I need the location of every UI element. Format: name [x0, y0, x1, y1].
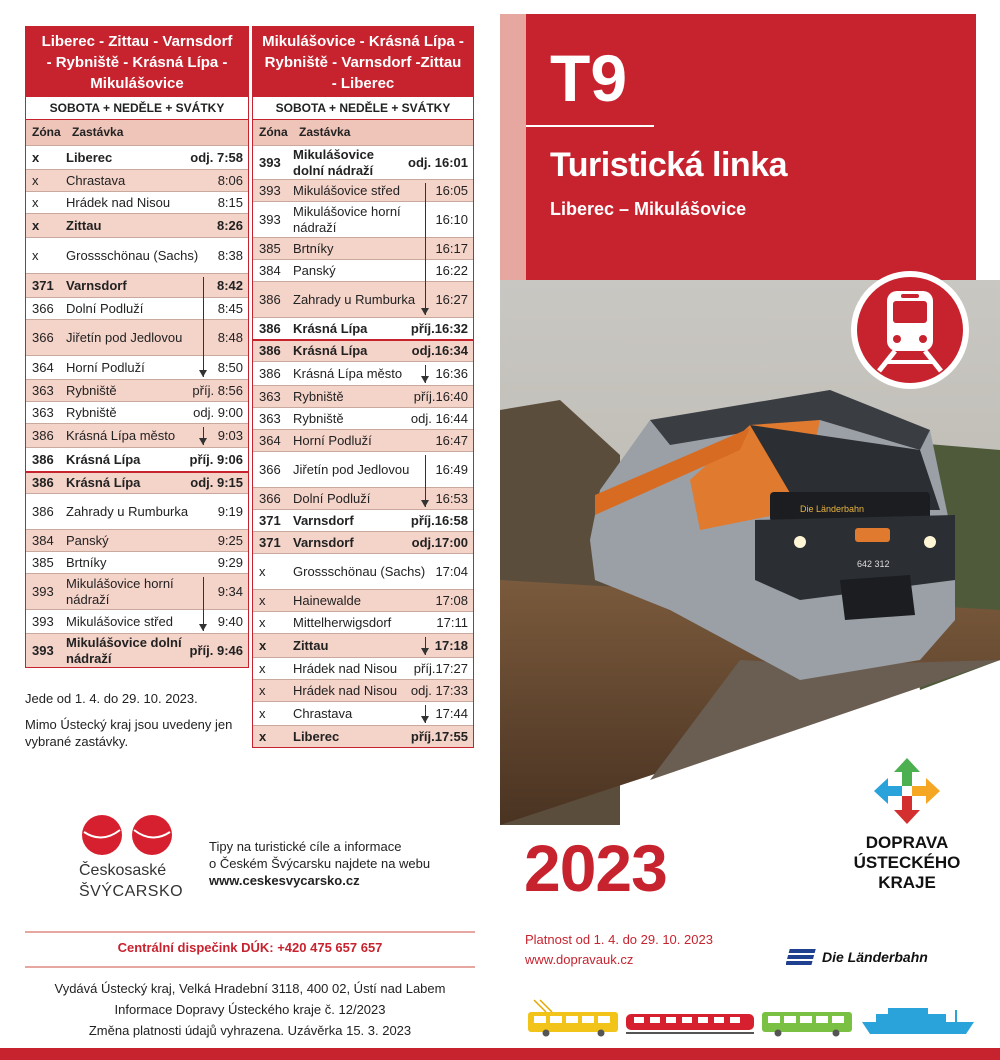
zone-cell: 386 [32, 451, 54, 467]
table-row [253, 701, 473, 725]
zone-cell: 393 [32, 642, 54, 658]
zone-cell: x [259, 682, 266, 698]
zone-cell: 364 [32, 359, 54, 375]
continuation-arrow-icon [203, 577, 204, 631]
time-cell: příj.16:40 [413, 388, 468, 404]
zone-cell: 364 [259, 432, 281, 448]
stop-cell: Brtníky [293, 240, 334, 256]
time-cell: 8:48 [217, 329, 243, 345]
table-row [253, 407, 473, 429]
validity-note: Jede od 1. 4. do 29. 10. 2023. [25, 691, 198, 706]
continuation-arrow-icon [203, 427, 204, 445]
time-cell: 16:36 [435, 365, 468, 381]
region-note: Mimo Ústecký kraj jsou uvedeny jen vybrané zastávky. [25, 717, 233, 749]
table-row [253, 385, 473, 407]
time-cell: 9:29 [217, 554, 243, 570]
zone-cell: 393 [259, 211, 281, 227]
stop-cell: Rybniště [293, 388, 344, 404]
stop-cell: Mikulášovice horní nádraží [66, 575, 174, 607]
table-row [26, 423, 248, 447]
time-cell: 16:05 [435, 182, 468, 198]
ferry-icon [862, 1008, 974, 1034]
laenderbahn-logo: Die Länderbahn [786, 948, 928, 966]
table-row [26, 191, 248, 213]
continuation-arrow-icon [425, 455, 426, 507]
time-cell: odj. 9:15 [190, 475, 243, 490]
zone-cell: 371 [259, 534, 281, 550]
days-label: SOBOTA + NEDĚLE + SVÁTKY [26, 97, 248, 120]
stop-cell: Dolní Podluží [293, 490, 371, 506]
zone-cell: 393 [32, 583, 54, 599]
time-cell: 16:27 [435, 291, 468, 307]
stop-cell: Horní Podluží [293, 432, 372, 448]
line-number: T9 [550, 41, 628, 115]
stop-cell: Grossschönau (Sachs) [66, 247, 199, 263]
divider [25, 966, 475, 968]
table-row [26, 573, 248, 609]
table-row [26, 355, 248, 379]
table-row [26, 609, 248, 633]
zone-cell: x [32, 217, 40, 233]
table-row [26, 379, 248, 401]
table-row [26, 145, 248, 169]
time-cell: 8:45 [217, 300, 243, 316]
zone-cell: 363 [32, 382, 54, 398]
stop-cell: Liberec [293, 728, 340, 744]
timetable-return [252, 26, 474, 748]
train-icon [849, 269, 971, 391]
time-cell: příj. 9:06 [189, 451, 243, 467]
time-cell: 9:34 [217, 583, 243, 599]
stop-cell: Hrádek nad Nisou [293, 660, 398, 676]
zone-cell: 385 [259, 240, 281, 256]
table-row [253, 553, 473, 589]
time-cell: 17:18 [434, 637, 468, 653]
time-cell: odj.16:34 [411, 343, 468, 358]
time-cell: příj. 9:46 [189, 642, 243, 658]
table-row [253, 679, 473, 701]
time-cell: 16:49 [435, 461, 468, 477]
table-row [253, 237, 473, 259]
stop-cell: Horní Podluží [66, 359, 145, 375]
zone-cell: x [259, 614, 266, 630]
zone-cell: 386 [32, 427, 54, 443]
zone-cell: 385 [32, 554, 54, 570]
cs-website-link[interactable]: www.ceskesvycarsko.cz [209, 873, 360, 888]
time-cell: 17:08 [435, 592, 468, 608]
table-row [253, 589, 473, 611]
timetable-outbound [25, 26, 249, 668]
time-cell: 9:19 [217, 503, 243, 519]
time-cell: 17:44 [435, 705, 468, 721]
table-row [253, 145, 473, 179]
stop-cell: Mikulášovice dolní nádraží [293, 146, 374, 178]
zone-cell: 366 [32, 300, 54, 316]
stop-cell: Dolní Podluží [66, 300, 144, 316]
duk-logo-icon [872, 756, 942, 826]
table-row [26, 237, 248, 273]
table-row [253, 725, 473, 747]
table-row [26, 493, 248, 529]
time-cell: odj. 9:00 [193, 404, 243, 420]
stop-cell: Panský [66, 532, 109, 548]
zone-cell: 386 [259, 320, 281, 336]
zone-cell: 393 [32, 613, 54, 629]
table-row [253, 633, 473, 657]
cover-title: Turistická linka [550, 146, 788, 184]
stop-cell: Hrádek nad Nisou [293, 682, 398, 698]
zone-cell: x [259, 563, 266, 579]
zone-cell: x [32, 149, 40, 165]
stop-cell: Panský [293, 262, 336, 278]
zone-cell: x [259, 705, 266, 721]
timetable-outbound-header: Liberec - Zittau - Varnsdorf - Rybniště - Krásná Lípa - Mikulášovice [26, 27, 248, 97]
table-row [253, 317, 473, 339]
stop-cell: Hainewalde [293, 592, 361, 608]
timetable-return-header: Mikulášovice - Krásná Lípa - Rybniště - Varnsdorf -Zittau - Liberec [253, 27, 473, 97]
stop-cell: Zittau [293, 637, 329, 653]
zone-cell: 363 [32, 404, 54, 420]
bottom-bar [0, 1048, 1000, 1060]
time-cell: příj.16:58 [410, 512, 468, 528]
stop-cell: Liberec [66, 149, 113, 165]
zone-cell: 366 [259, 490, 281, 506]
zone-cell: 384 [259, 262, 281, 278]
zone-cell: x [259, 592, 266, 608]
zone-cell: 393 [259, 154, 281, 170]
time-cell: příj.17:55 [410, 728, 468, 744]
continuation-arrow-icon [203, 277, 204, 377]
dispatch-phone: Centrální dispečink DÚK: +420 475 657 657 [117, 940, 383, 955]
table-row [253, 531, 473, 553]
stop-cell: Varnsdorf [66, 277, 127, 293]
stop-cell: Zahrady u Rumburka [66, 503, 189, 519]
time-cell: 17:11 [436, 614, 468, 630]
time-cell: 16:53 [435, 490, 468, 506]
time-cell: odj. 17:33 [410, 682, 468, 698]
time-cell: příj.17:27 [413, 660, 468, 676]
zone-cell: x [32, 194, 39, 210]
table-row [253, 201, 473, 237]
continuation-arrow-icon [425, 637, 426, 655]
stop-cell: Mittelherwigsdorf [293, 614, 392, 630]
time-cell: 8:50 [217, 359, 243, 375]
continuation-arrow-icon [425, 705, 426, 723]
table-row [253, 487, 473, 509]
continuation-arrow-icon [425, 365, 426, 383]
stop-cell: Mikulášovice střed [293, 182, 400, 198]
zone-cell: 384 [32, 532, 54, 548]
table-row [26, 169, 248, 191]
time-cell: odj. 16:44 [410, 410, 468, 426]
zone-cell: x [259, 637, 267, 653]
cs-logo-line1: Českosaské [79, 862, 167, 879]
imprint: Vydává Ústecký kraj, Velká Hradební 3118, 400 02, Ústí nad Labem Informace Dopravy Ústeckého kraje č. 12/2023 Změna platnosti údajů vyhrazena. Uzávěrka 15. 3. 2023 [54, 981, 446, 1038]
table-row [26, 471, 248, 493]
zone-cell: 363 [259, 410, 281, 426]
cs-info: Tipy na turistické cíle a informace o Českém Švýcarsku najdete na webu www.ceskesvycarsko.cz [209, 839, 431, 888]
zone-cell: 363 [259, 388, 281, 404]
table-row [253, 281, 473, 317]
bus-icon [762, 1012, 852, 1037]
zone-cell: x [259, 660, 266, 676]
time-cell: 9:25 [217, 532, 243, 548]
table-row [26, 213, 248, 237]
divider [25, 931, 475, 933]
table-row [253, 451, 473, 487]
time-cell: 8:42 [216, 277, 243, 293]
table-row [253, 429, 473, 451]
column-header: Zóna Zastávka [253, 120, 473, 145]
zone-cell: 386 [259, 365, 281, 381]
stop-cell: Rybniště [293, 410, 344, 426]
stop-cell: Krásná Lípa město [66, 427, 176, 443]
continuation-arrow-icon [425, 183, 426, 315]
zone-cell: 366 [32, 329, 54, 345]
time-cell: 8:26 [216, 217, 243, 233]
stop-cell: Krásná Lípa [66, 475, 141, 490]
stop-cell: Rybniště [66, 404, 117, 420]
stop-cell: Mikulášovice střed [66, 613, 173, 629]
table-row [253, 179, 473, 201]
laenderbahn-icon [786, 948, 818, 966]
train-number: 642 312 [857, 559, 890, 569]
table-row [26, 401, 248, 423]
time-cell: odj. 16:01 [408, 154, 468, 170]
stop-cell: Mikulášovice dolní nádraží [66, 634, 182, 666]
time-cell: příj.16:32 [410, 320, 468, 336]
stop-cell: Krásná Lípa [66, 451, 141, 467]
days-label: SOBOTA + NEDĚLE + SVÁTKY [253, 97, 473, 120]
stop-cell: Rybniště [66, 382, 117, 398]
stop-cell: Grossschönau (Sachs) [293, 563, 426, 579]
zone-cell: x [32, 247, 39, 263]
stop-cell: Jiřetín pod Jedlovou [293, 461, 410, 477]
table-row [253, 657, 473, 679]
zone-cell: 386 [32, 503, 54, 519]
table-row [26, 529, 248, 551]
time-cell: 16:22 [435, 262, 468, 278]
stop-cell: Zittau [66, 217, 102, 233]
duk-logo-text: DOPRAVA ÚSTECKÉHO KRAJE [853, 833, 961, 892]
stop-cell: Chrastava [293, 705, 353, 721]
table-row [253, 361, 473, 385]
table-row [253, 509, 473, 531]
table-row [26, 447, 248, 471]
stop-cell: Mikulášovice horní nádraží [293, 203, 401, 235]
ceskosaske-svycarsko-logo-icon [80, 810, 180, 860]
time-cell: 8:15 [217, 194, 243, 210]
stop-cell: Varnsdorf [293, 534, 354, 550]
zone-cell: 386 [32, 475, 54, 490]
time-cell: 8:06 [217, 172, 243, 188]
time-cell: 9:40 [217, 613, 243, 629]
time-cell: 17:04 [435, 563, 468, 579]
time-cell: 8:38 [217, 247, 243, 263]
time-cell: 16:10 [435, 211, 468, 227]
stop-cell: Chrastava [66, 172, 126, 188]
timetable-rows [253, 145, 473, 747]
stop-cell: Krásná Lípa [293, 320, 368, 336]
stop-cell: Krásná Lípa [293, 343, 368, 358]
zone-cell: 393 [259, 182, 281, 198]
table-row [253, 339, 473, 361]
cover-route: Liberec – Mikulášovice [550, 199, 747, 219]
stop-cell: Krásná Lípa město [293, 365, 403, 381]
year: 2023 [524, 831, 667, 905]
cover-website-link[interactable]: www.dopravauk.cz [525, 952, 634, 967]
table-row [253, 611, 473, 633]
stop-cell: Brtníky [66, 554, 107, 570]
zone-cell: 386 [259, 343, 281, 358]
zone-cell: 386 [259, 291, 281, 307]
time-cell: odj. 7:58 [190, 149, 243, 165]
table-row [26, 273, 248, 297]
table-row [26, 297, 248, 319]
zone-cell: 366 [259, 461, 281, 477]
time-cell: odj.17:00 [411, 534, 468, 550]
table-row [26, 551, 248, 573]
zone-cell: 371 [259, 512, 281, 528]
time-cell: 9:03 [217, 427, 243, 443]
stop-cell: Varnsdorf [293, 512, 354, 528]
stop-cell: Zahrady u Rumburka [293, 291, 416, 307]
table-row [26, 633, 248, 667]
stop-cell: Jiřetín pod Jedlovou [66, 329, 183, 345]
timetable-rows [26, 145, 248, 667]
zone-cell: 371 [32, 277, 54, 293]
zone-cell: x [32, 172, 39, 188]
table-row [26, 319, 248, 355]
train-display: Die Länderbahn [800, 504, 865, 514]
time-cell: 16:47 [435, 432, 468, 448]
cs-logo-line2: ŠVÝCARSKO [79, 883, 184, 900]
zone-cell: x [259, 728, 267, 744]
stop-cell: Hrádek nad Nisou [66, 194, 171, 210]
vehicle-icons [526, 998, 976, 1038]
time-cell: 16:17 [435, 240, 468, 256]
time-cell: příj. 8:56 [192, 382, 243, 398]
cover-validity: Platnost od 1. 4. do 29. 10. 2023 [525, 932, 713, 947]
train-icon [626, 1014, 754, 1033]
table-row [253, 259, 473, 281]
trolleybus-icon [528, 1000, 618, 1037]
column-header: Zóna Zastávka [26, 120, 248, 145]
